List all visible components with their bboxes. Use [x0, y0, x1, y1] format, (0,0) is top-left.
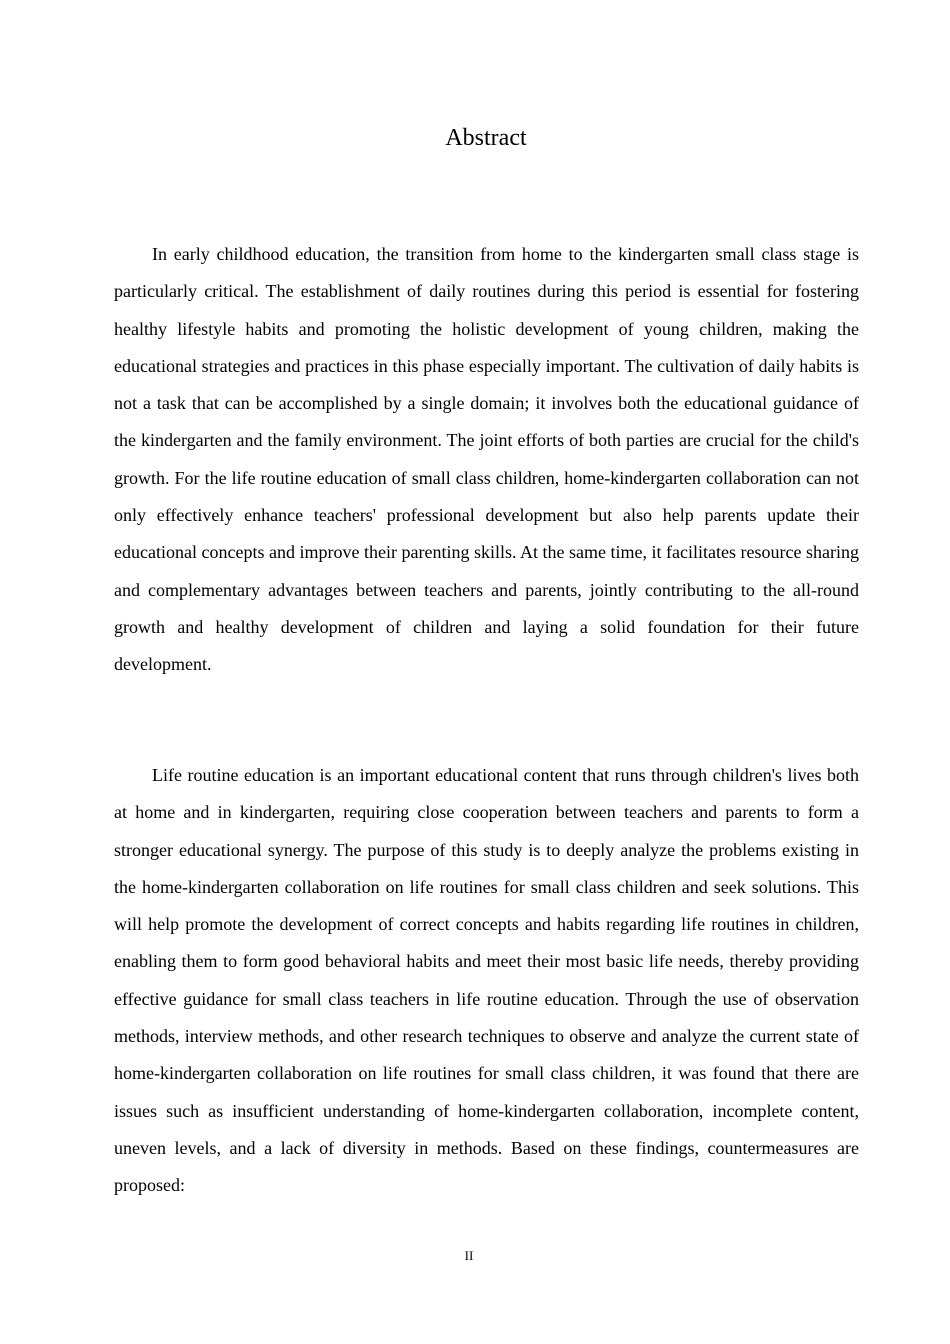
page-title: Abstract	[445, 125, 527, 151]
abstract-paragraph-2: Life routine education is an important educational content that runs through children's lives both at home and in kindergarten, requiring close cooperation between teachers and parents to form a stronger educational synergy. The purpose of this study is to deeply analyze the problems existing in the home-kindergarten collaboration on life routines for small class children and seek solutions. This will help promote the development of correct concepts and habits regarding life routines in children, enabling them to form good behavioral habits and meet their most basic life needs, thereby providing effective guidance for small class teachers in life routine education. Through the use of observation methods, interview methods, and other research techniques to observe and analyze the current state of home-kindergarten collaboration on life routines for small class children, it was found that there are issues such as insufficient understanding of home-kindergarten collaboration, incomplete content, uneven levels, and a lack of diversity in methods. Based on these findings, countermeasures are proposed:	[114, 765, 859, 1196]
page-number: II	[464, 1248, 474, 1263]
abstract-paragraph-1: In early childhood education, the transition from home to the kindergarten small class stage is particularly critical. The establishment of daily routines during this period is essential for fostering healthy lifestyle habits and promoting the holistic development of young children, making the educational strategies and practices in this phase especially important. The cultivation of daily habits is not a task that can be accomplished by a single domain; it involves both the educational guidance of the kindergarten and the family environment. The joint efforts of both parties are crucial for the child's growth. For the life routine education of small class children, home-kindergarten collaboration can not only effectively enhance teachers' professional development but also help parents update their educational concepts and improve their parenting skills. At the same time, it facilitates resource sharing and complementary advantages between teachers and parents, jointly contributing to the all-round growth and healthy development of children and laying a solid foundation for their future development.	[114, 244, 859, 675]
